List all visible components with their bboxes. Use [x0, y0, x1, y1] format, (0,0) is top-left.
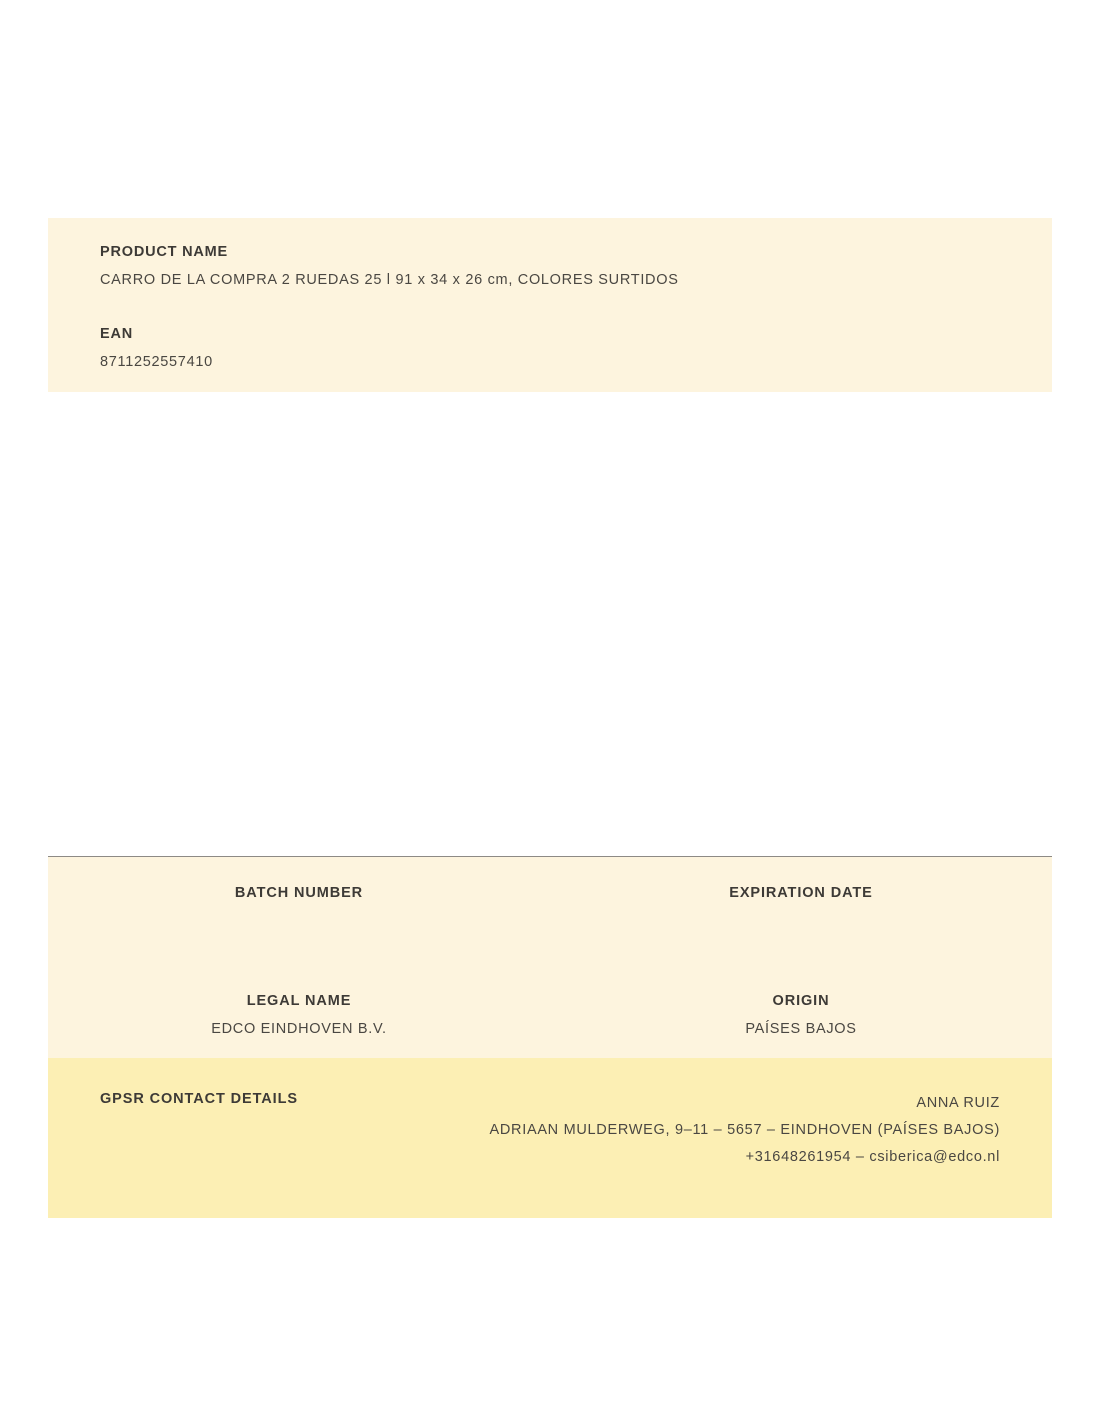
- legal-name-value: EDCO EINDHOVEN B.V.: [211, 1021, 387, 1037]
- cell-spacer: [48, 901, 550, 913]
- origin-value: PAÍSES BAJOS: [745, 1021, 857, 1037]
- product-name-value: CARRO DE LA COMPRA 2 RUEDAS 25 l 91 x 34 x 26 cm, COLORES SURTIDOS: [100, 272, 679, 288]
- cell-spacer: [550, 1009, 1052, 1021]
- batch-legal-panel: [48, 856, 1052, 1066]
- expiration-date-label: EXPIRATION DATE: [729, 885, 873, 901]
- gpsr-title: GPSR CONTACT DETAILS: [100, 1091, 298, 1107]
- gpsr-details: [298, 1090, 1000, 1171]
- ean-label: EAN: [100, 326, 134, 342]
- gpsr-contact-person: ANNA RUIZ: [916, 1095, 1000, 1111]
- legal-name-label: LEGAL NAME: [246, 993, 352, 1009]
- cell-spacer: [48, 1009, 550, 1021]
- origin-cell: [550, 993, 1052, 1039]
- product-info-panel: [48, 218, 1052, 401]
- legal-row: [48, 993, 1052, 1039]
- cell-spacer: [550, 901, 1052, 913]
- batch-row: [48, 885, 1052, 931]
- expiration-date-cell: [550, 885, 1052, 931]
- gpsr-layout: [100, 1090, 1000, 1171]
- expiration-date-value: [550, 913, 1052, 931]
- legal-name-cell: [48, 993, 550, 1039]
- batch-number-cell: [48, 885, 550, 931]
- product-name-label: PRODUCT NAME: [100, 244, 229, 260]
- batch-number-value: [48, 913, 550, 931]
- batch-row-spacer: [48, 931, 1052, 993]
- gpsr-contact-panel: [48, 1058, 1052, 1218]
- gpsr-address: ADRIAAN MULDERWEG, 9–11 – 5657 – EINDHOVEN (PAÍSES BAJOS): [489, 1122, 1000, 1138]
- product-field-spacer: [100, 288, 1000, 326]
- ean-value: 8711252557410: [100, 354, 213, 370]
- blank-content-area: [48, 392, 1052, 856]
- product-info-inner: [48, 244, 1052, 370]
- origin-label: ORIGIN: [772, 993, 830, 1009]
- batch-number-label: BATCH NUMBER: [234, 885, 364, 901]
- gpsr-phone-email: +31648261954 – csiberica@edco.nl: [745, 1149, 1000, 1165]
